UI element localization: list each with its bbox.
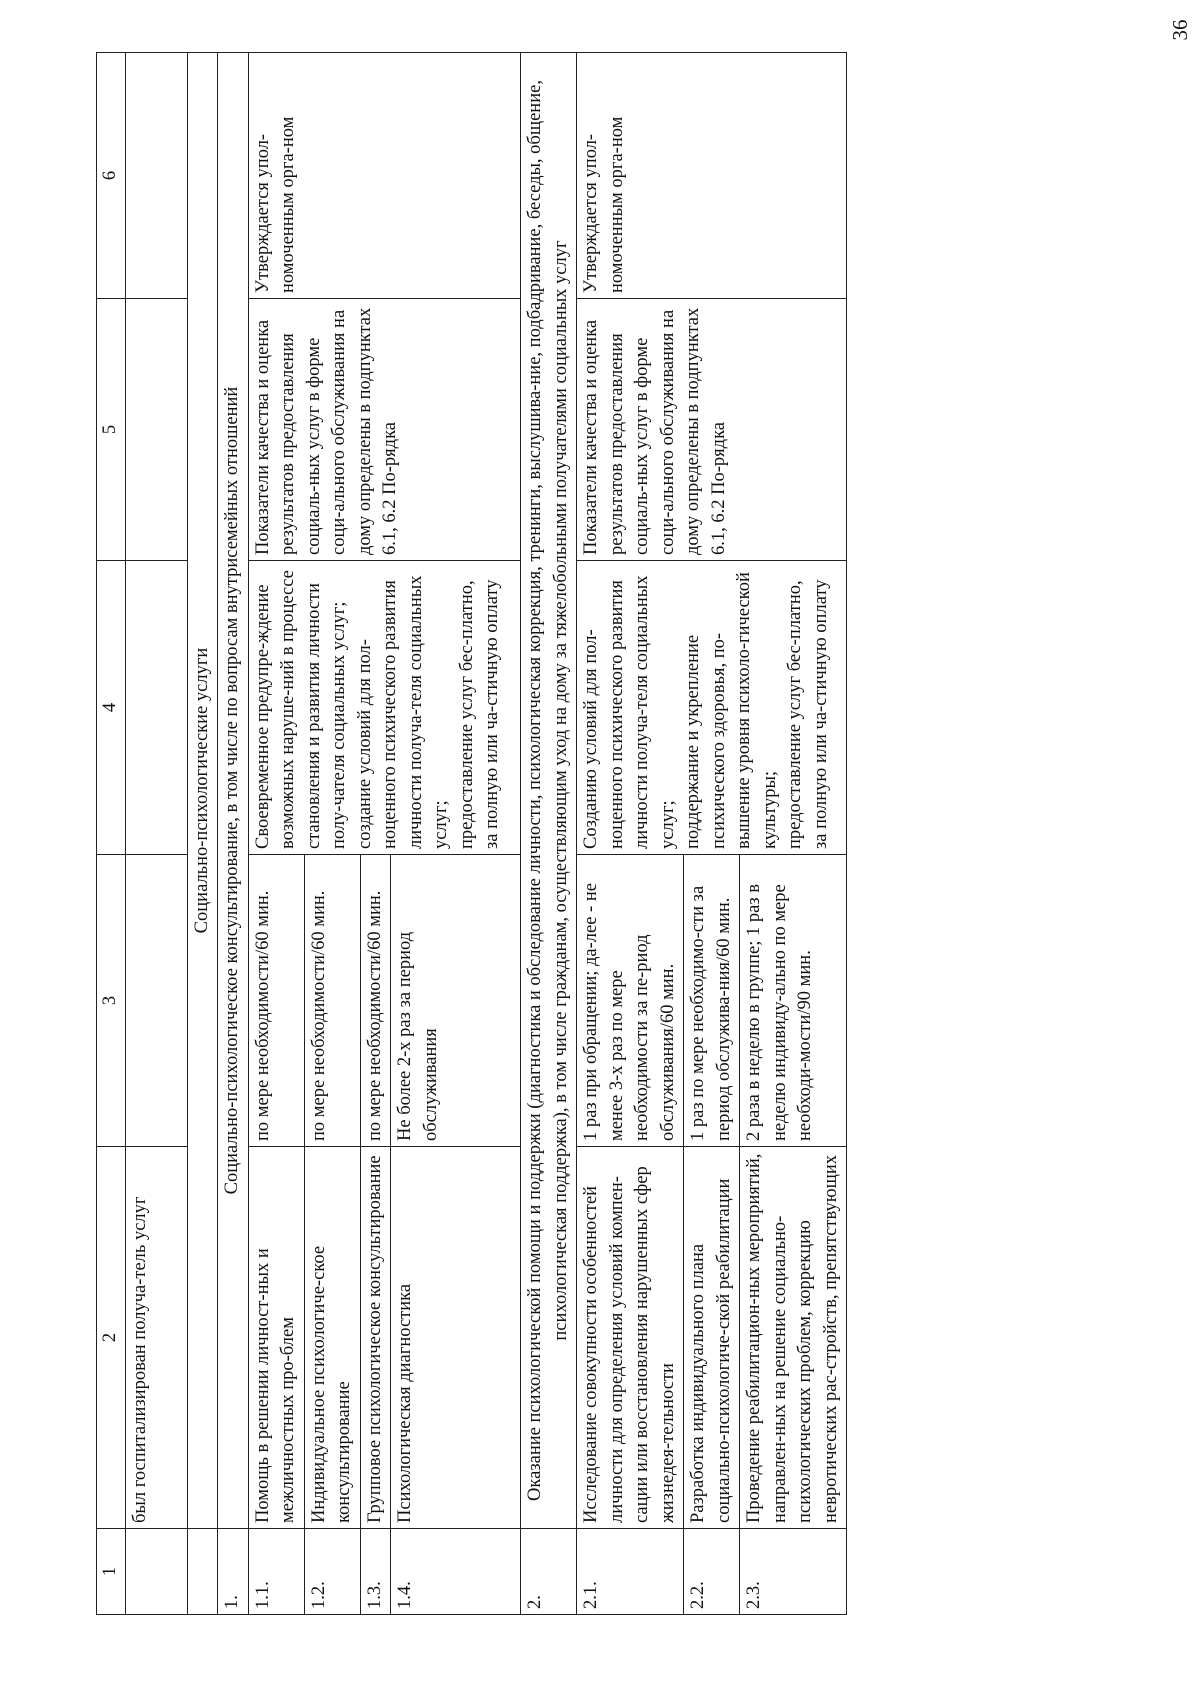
group2-header-row <box>521 53 577 1615</box>
service-name: Исследование совокупности особенностей личности для определения условий компен-сации или восстановления нарушенных сфер жизнедея-тельности <box>577 1147 684 1529</box>
service-name: Помощь в решении личност-ных и межличностных про-блем <box>248 1147 304 1529</box>
row-num: 2.1. <box>577 1529 684 1615</box>
row-num: 1.3. <box>360 1529 391 1615</box>
service-frequency: по мере необходимости/60 мин. <box>304 855 360 1147</box>
condition-text: предоставление услуг бес-платно, за полную или ча-стичную оплату <box>456 579 503 849</box>
group2-tariff: Утверждается упол-номоченным орга-ном <box>577 53 847 299</box>
condition-text: поддержание и укрепление психического здоровья, по-вышение уровня психоло-гической культуры; <box>683 572 780 849</box>
condition-text: Своевременное предупре-ждение возможных наруше-ний в процессе становления и развития личности полу-чателя социальных услуг; <box>252 570 350 849</box>
group1-title: Социально-психологическое консультирование, в том числе по вопросам внутрисемейных отношений <box>218 53 249 1529</box>
condition-text: предоставление услуг бес-платно, за полную или ча-стичную оплату <box>785 579 831 849</box>
service-name: Проведение реабилитацион-ных мероприятий, направлен-ных на решение социально-психологических проблем, коррекцию невротических рас-стройств, препятствующих <box>740 1147 847 1529</box>
continued-name: был госпитализирован получа-тель услуг <box>125 1147 187 1529</box>
group2-num: 2. <box>521 1529 577 1615</box>
service-frequency: по мере необходимости/60 мин. <box>360 855 391 1147</box>
row-num: 1.1. <box>248 1529 304 1615</box>
service-frequency: Не более 2-х раз за период обслуживания <box>391 855 521 1147</box>
table-row <box>577 53 684 1615</box>
group1-conditions <box>248 561 521 855</box>
row-num: 2.2. <box>684 1529 740 1615</box>
group2-quality: Показатели качества и оценка результатов предоставления социаль-ных услуг в форме соци-ального обслуживания на дому определены в подпунктах 6.1, 6.2 По-рядка <box>577 299 847 561</box>
service-name: Групповое психологическое консультирование <box>360 1147 391 1529</box>
group1-quality: Показатели качества и оценка результатов предоставления социаль-ных услуг в форме соци-ального обслуживания на дому определены в подпунктах 6.1, 6.2 По-рядка <box>248 299 521 561</box>
row-num: 1.2. <box>304 1529 360 1615</box>
service-frequency: 1 раз при обращении; да-лее - не менее 3-х раз по мере необходимости за пе-риод обслуживания/60 мин. <box>577 855 684 1147</box>
group2-title: Оказание психологической помощи и поддержки (диагностика и обследование личности, психологическая коррекция, тренинги, выслушива-ние, подбадривание, беседы, общение, психологическая поддержка), в том числе гражданам, осуществляющим уход на дому за тяжелобольными получателями социальных услуг <box>521 53 577 1529</box>
service-frequency: по мере необходимости/60 мин. <box>248 855 304 1147</box>
group1-num: 1. <box>218 1529 249 1615</box>
col-number-5: 5 <box>97 299 126 561</box>
service-frequency: 1 раз по мере необходимо-сти за период обслужива-ния/60 мин. <box>684 855 740 1147</box>
group1-tariff: Утверждается упол-номоченным орга-ном <box>248 53 521 299</box>
page-number: 36 <box>1168 19 1192 41</box>
section-title: Социально-психологические услуги <box>187 53 218 1529</box>
table-row <box>248 53 304 1615</box>
group1-header-row <box>218 53 249 1615</box>
col-number-6: 6 <box>97 53 126 299</box>
service-frequency: 2 раза в неделю в группе; 1 раз в неделю индивиду-ально по мере необходи-мости/90 мин. <box>740 855 847 1147</box>
row-num: 1.4. <box>391 1529 521 1615</box>
continued-row <box>125 53 187 1615</box>
condition-text: создание условий для пол-ноценного психического развития личности получа-теля социальных услуг; <box>354 575 452 849</box>
col-number-4: 4 <box>97 561 126 855</box>
col-number-2: 2 <box>97 1147 126 1529</box>
service-name: Разработка индивидуального плана социально-психологиче-ской реабилитации <box>684 1147 740 1529</box>
col-number-1: 1 <box>97 1529 126 1615</box>
col-number-3: 3 <box>97 855 126 1147</box>
column-number-row <box>97 53 126 1615</box>
service-name: Индивидуальное психологиче-ское консультирование <box>304 1147 360 1529</box>
section-title-row <box>187 53 218 1615</box>
group2-conditions <box>577 561 847 855</box>
service-name: Психологическая диагностика <box>391 1147 521 1529</box>
services-table <box>96 52 847 1615</box>
condition-text: Созданию условий для пол-ноценного психического развития личности получа-теля социальных услуг; <box>581 575 678 849</box>
row-num: 2.3. <box>740 1529 847 1615</box>
rotated-page <box>96 53 1172 1615</box>
